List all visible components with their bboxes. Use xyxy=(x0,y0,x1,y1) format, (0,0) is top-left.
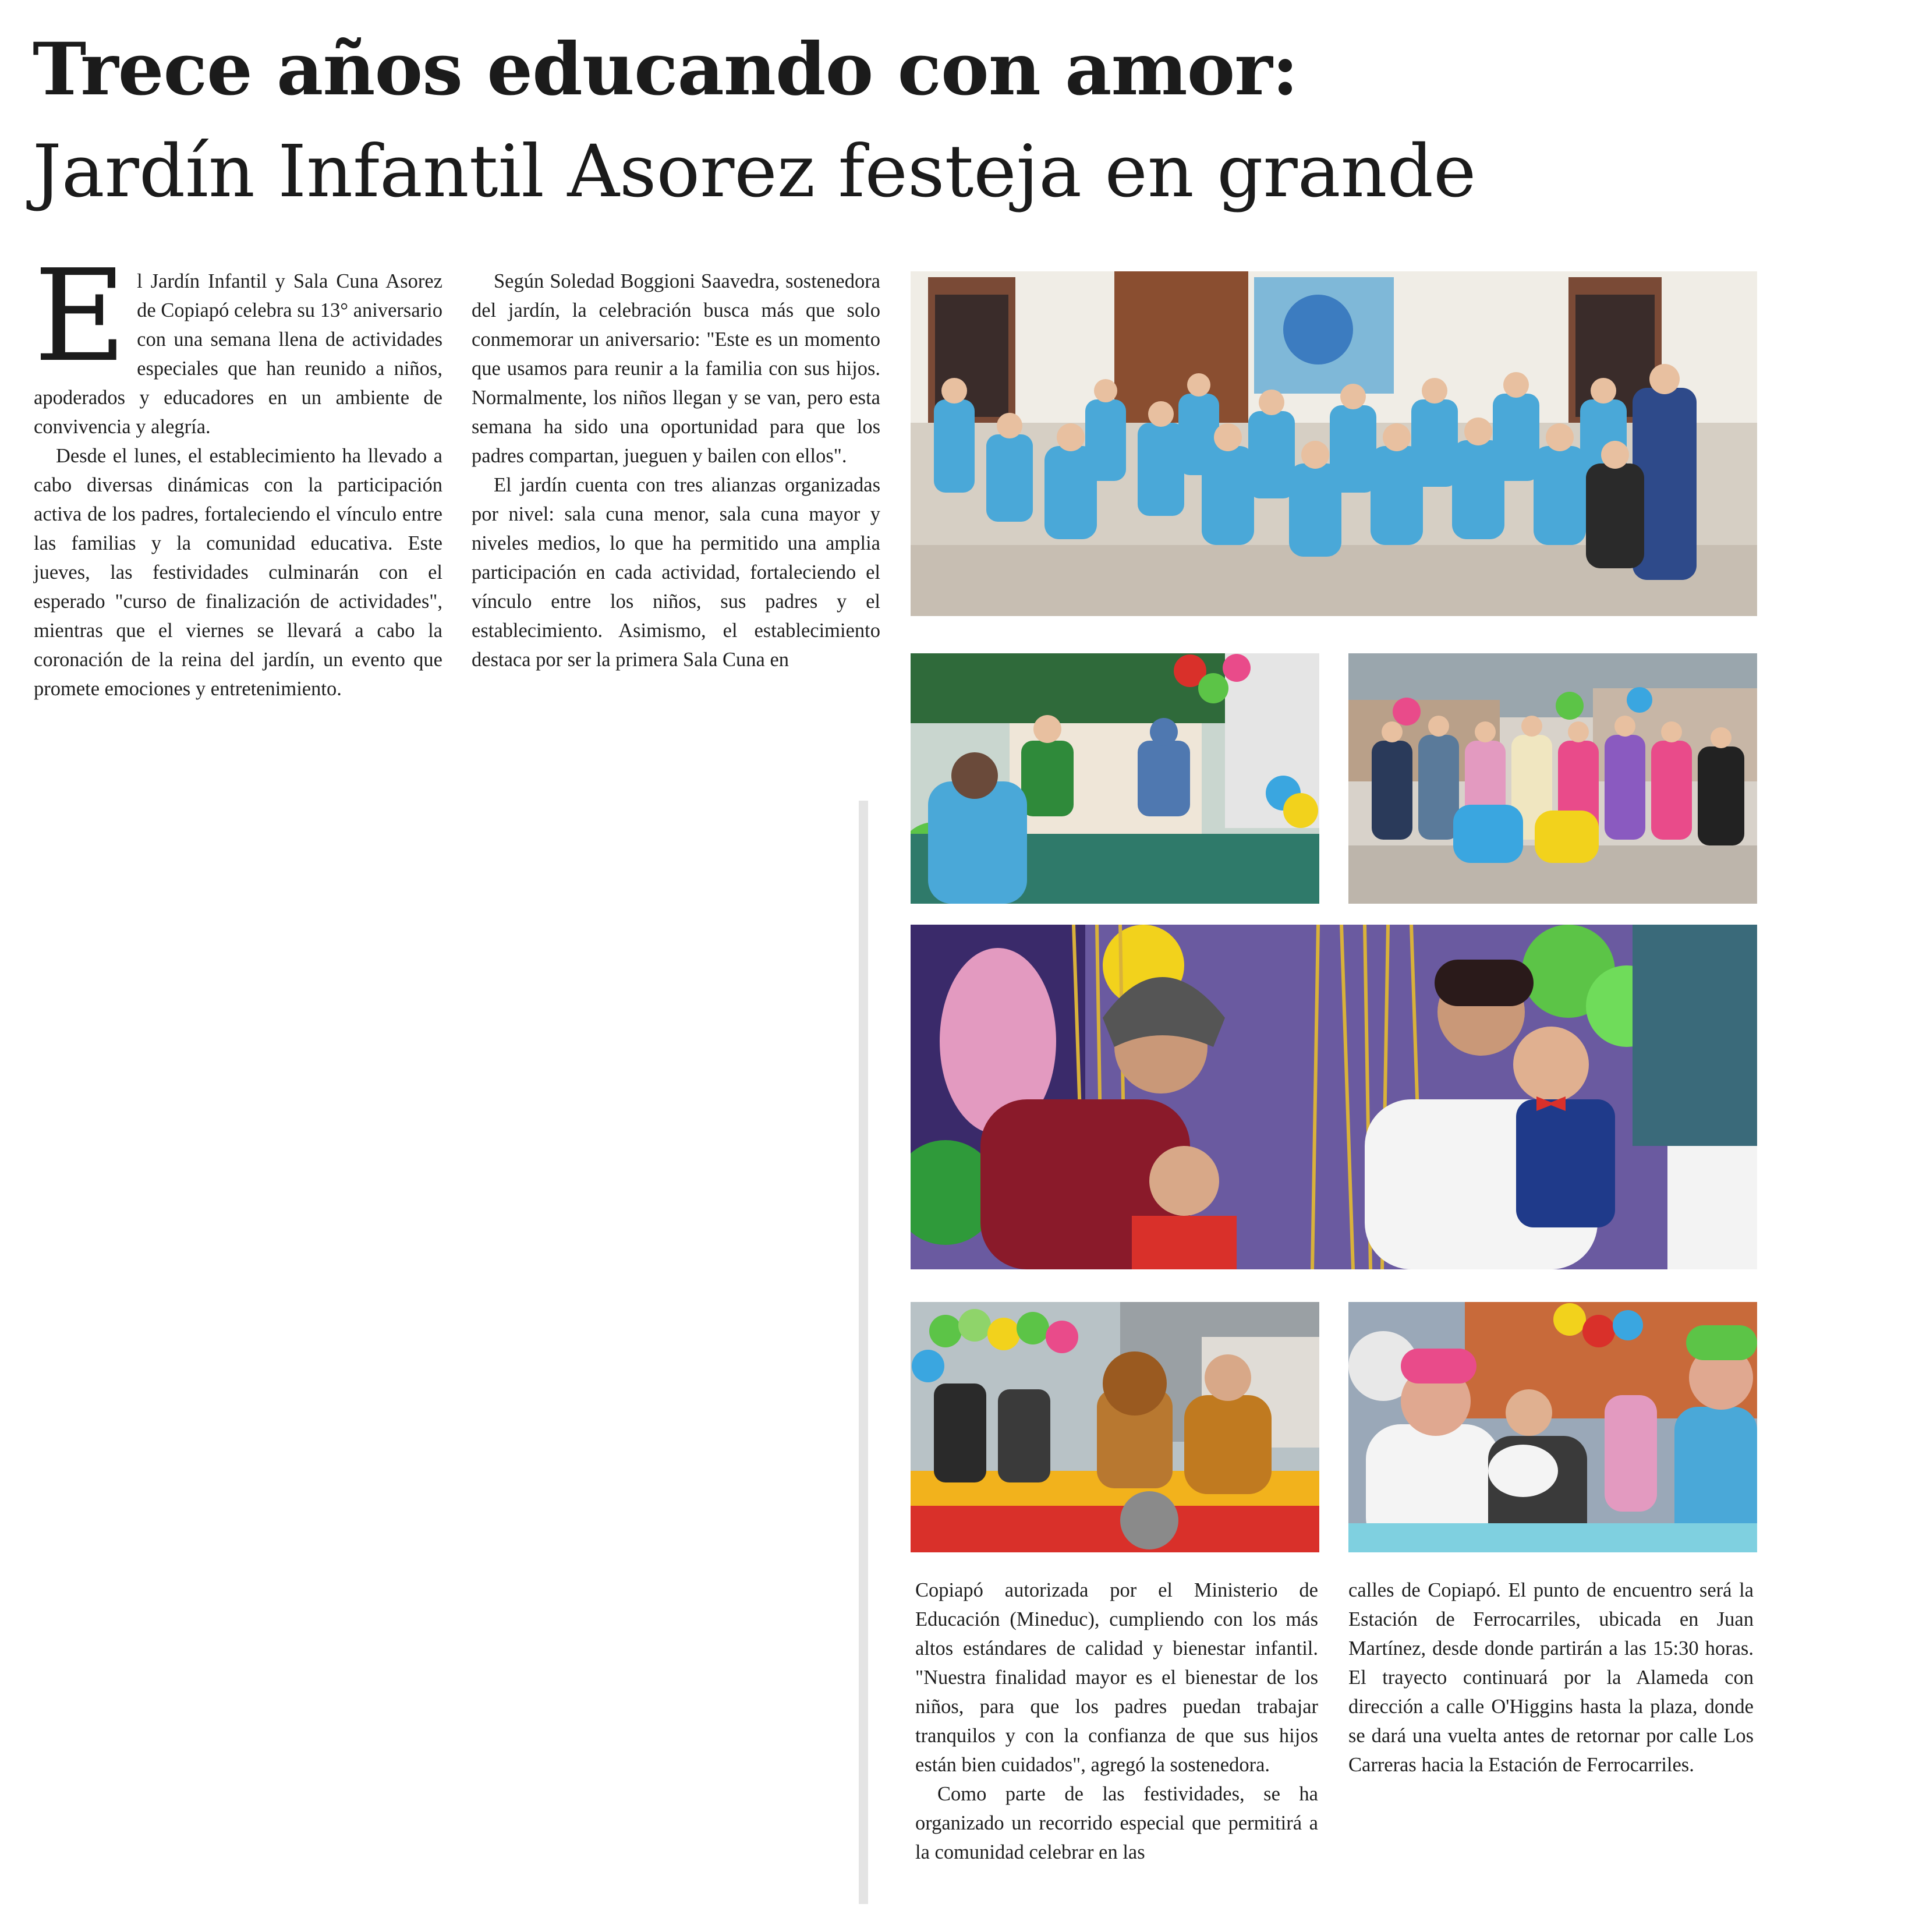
article-column-3 xyxy=(915,1576,1318,1867)
group-photo xyxy=(911,271,1757,616)
headline-line-2: Jardín Infantil Asorez festeja en grande xyxy=(33,130,1476,214)
article-paragraph: Copiapó autorizada por el Ministerio de Educación (Mineduc), cumpliendo con los más altos estándares de calidad y bienestar infantil. "Nuestra finalidad mayor es el bienestar de los niños, para que los padres puedan trabajar tranquilos y con la confianza de que sus hijos están bien cuidados", agregó la sostenedora. xyxy=(915,1579,1318,1776)
column-divider xyxy=(859,801,868,1904)
article-column-1 xyxy=(34,243,442,703)
article-column-2 xyxy=(472,267,880,674)
throne-photo xyxy=(911,653,1319,904)
lion-costume-photo xyxy=(911,1302,1319,1552)
article-paragraph: calles de Copiapó. El punto de encuentro será la Estación de Ferrocarriles, ubicada en Juan Martínez, desde donde partirán a las 15:30 horas. El trayecto continuará por la Alameda con dirección a calle O'Higgins hasta la plaza, donde se dará una vuelta antes de retornar por calle Los Carreras hacia la Estación de Ferrocarriles. xyxy=(1348,1579,1754,1776)
costume-group-photo xyxy=(1348,653,1757,904)
article-paragraph: Según Soledad Boggioni Saavedra, sostenedora del jardín, la celebración busca más que solo conmemorar un aniversario: "Este es un momento que usamos para reunir a la familia con sus hijos. Normalmente, los niños llegan y se van, pero esta semana ha sido una oportunidad para que los padres compartan, jueguen y bailen con ellos". xyxy=(472,270,880,467)
article-column-4 xyxy=(1348,1576,1754,1779)
drop-cap: E xyxy=(34,243,127,390)
article-paragraph: Desde el lunes, el establecimiento ha llevado a cabo diversas dinámicas con la participación activa de los padres, fortaleciendo el vínculo entre las familias y la comunidad educativa. Este jueves, las festividades culminarán con el esperado "curso de finalización de actividades", mientras que el viernes se llevará a cabo la coronación de la reina del jardín, un evento que promete emociones y entretenimiento. xyxy=(34,445,442,700)
article-paragraph: El Jardín Infantil y Sala Cuna Asorez de Copiapó celebra su 13° aniversario con una semana llena de actividades especiales que han reunido a niños, apoderados y educadores en un ambiente de convivencia y alegría. xyxy=(34,243,442,438)
article-paragraph: Como parte de las festividades, se ha organizado un recorrido especial que permitirá a la comunidad celebrar en las xyxy=(915,1783,1318,1863)
trolls-float-photo xyxy=(1348,1302,1757,1552)
article-paragraph: El jardín cuenta con tres alianzas organizadas por nivel: sala cuna menor, sala cuna mayor y niveles medios, lo que ha permitido una amplia participación en cada actividad, fortaleciendo el vínculo entre los niños, sus padres y el establecimiento. Asimismo, el establecimiento destaca por ser la primera Sala Cuna en xyxy=(472,474,880,671)
headline-line-1: Trece años educando con amor: xyxy=(33,27,1298,112)
parade-float-photo xyxy=(911,925,1757,1269)
